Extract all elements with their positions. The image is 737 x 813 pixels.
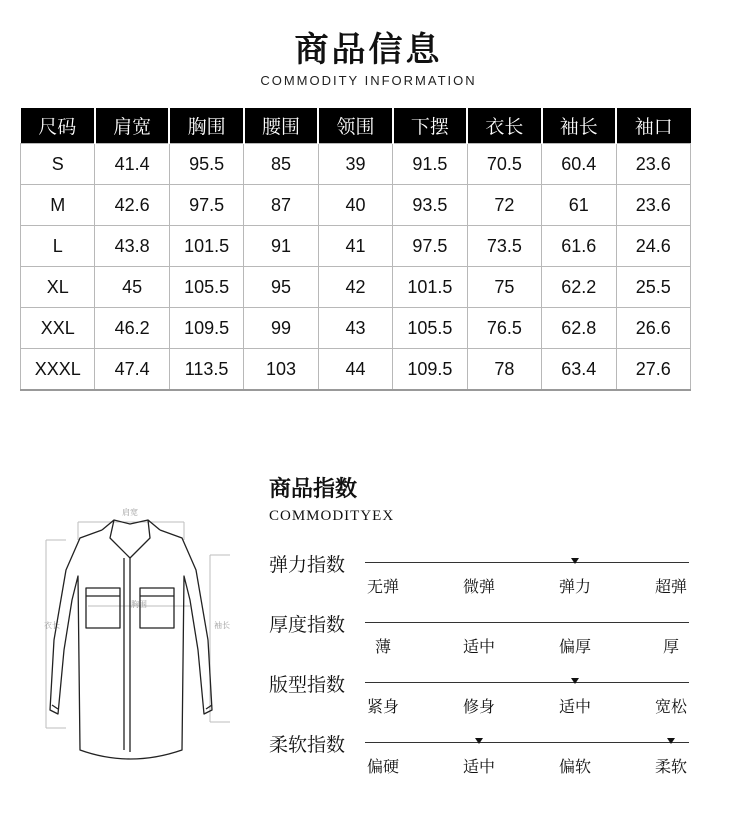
measurement-cell: 23.6 [616, 185, 691, 226]
index-option: 偏软 [558, 757, 591, 776]
measurement-cell: 93.5 [393, 185, 467, 226]
index-row [269, 730, 699, 780]
measurement-cell: 24.6 [616, 226, 691, 267]
measurement-cell: 91 [244, 226, 318, 267]
measurement-cell: 101.5 [169, 226, 243, 267]
column-header: 衣长 [467, 108, 541, 144]
measurement-cell: 63.4 [542, 349, 616, 391]
measurement-cell: 72 [467, 185, 541, 226]
index-option: 超弹 [654, 577, 687, 596]
page-subtitle: COMMODITY INFORMATION [260, 73, 477, 88]
measurement-cell: 26.6 [616, 308, 691, 349]
table-row [21, 349, 691, 391]
index-section-subtitle: COMMODITYEX [269, 508, 395, 524]
table-row [21, 144, 691, 185]
measurement-cell: 39 [318, 144, 392, 185]
measurement-cell: 78 [467, 349, 541, 391]
index-option: 适中 [558, 697, 591, 716]
measurement-cell: 62.8 [542, 308, 616, 349]
measurement-cell: 40 [318, 185, 392, 226]
measurement-cell: 61 [542, 185, 616, 226]
selected-marker-icon [667, 738, 675, 744]
measurement-cell: 85 [244, 144, 318, 185]
measurement-cell: 103 [244, 349, 318, 391]
index-option: 宽松 [654, 697, 687, 716]
measurement-cell: 91.5 [393, 144, 467, 185]
measurement-cell: 61.6 [542, 226, 616, 267]
selected-marker-icon [475, 738, 483, 744]
index-option: 偏硬 [366, 757, 399, 776]
sleeve-label: 袖长 [214, 621, 230, 630]
measurement-cell: 43.8 [95, 226, 169, 267]
index-label: 版型指数 [269, 674, 346, 696]
index-option: 微弹 [462, 577, 495, 596]
index-scale-line [365, 562, 689, 563]
size-cell: XXXL [21, 349, 95, 391]
column-header: 尺码 [21, 108, 95, 144]
measurement-cell: 95 [244, 267, 318, 308]
measurement-cell: 76.5 [467, 308, 541, 349]
table-row [21, 267, 691, 308]
index-label: 柔软指数 [269, 734, 346, 756]
measurement-cell: 62.2 [542, 267, 616, 308]
size-cell: L [21, 226, 95, 267]
index-option: 适中 [462, 637, 495, 656]
measurement-cell: 42 [318, 267, 392, 308]
size-cell: XL [21, 267, 95, 308]
size-cell: S [21, 144, 95, 185]
table-row [21, 185, 691, 226]
column-header: 胸围 [169, 108, 243, 144]
measurement-cell: 109.5 [393, 349, 467, 391]
index-option: 修身 [462, 697, 495, 716]
measurement-cell: 105.5 [393, 308, 467, 349]
measurement-cell: 44 [318, 349, 392, 391]
index-option: 适中 [462, 757, 495, 776]
size-table-header-row [21, 108, 691, 144]
column-header: 领围 [318, 108, 392, 144]
index-option: 厚 [662, 637, 679, 656]
measurement-cell: 43 [318, 308, 392, 349]
index-scale-line [365, 622, 689, 623]
index-option: 偏厚 [558, 637, 591, 656]
measurement-cell: 70.5 [467, 144, 541, 185]
measurement-cell: 41.4 [95, 144, 169, 185]
index-option: 无弹 [366, 577, 399, 596]
measurement-cell: 109.5 [169, 308, 243, 349]
column-header: 袖口 [616, 108, 691, 144]
measurement-cell: 60.4 [542, 144, 616, 185]
measurement-cell: 23.6 [616, 144, 691, 185]
index-scale-line [365, 742, 689, 743]
shoulder-label: 肩宽 [122, 508, 138, 517]
selected-marker-icon [571, 678, 579, 684]
column-header: 下摆 [393, 108, 467, 144]
measurement-cell: 99 [244, 308, 318, 349]
page-title: 商品信息 [294, 30, 443, 70]
index-row [269, 670, 699, 720]
column-header: 腰围 [244, 108, 318, 144]
index-option: 紧身 [366, 697, 399, 716]
measurement-cell: 97.5 [393, 226, 467, 267]
size-cell: XXL [21, 308, 95, 349]
measurement-cell: 101.5 [393, 267, 467, 308]
size-table-body [21, 144, 691, 391]
index-option: 弹力 [558, 577, 591, 596]
measurement-cell: 45 [95, 267, 169, 308]
index-label: 弹力指数 [269, 554, 346, 576]
selected-marker-icon [571, 558, 579, 564]
column-header: 肩宽 [95, 108, 169, 144]
measurement-cell: 105.5 [169, 267, 243, 308]
table-row [21, 308, 691, 349]
measurement-cell: 41 [318, 226, 392, 267]
table-row [21, 226, 691, 267]
index-option: 薄 [374, 637, 391, 656]
measurement-cell: 42.6 [95, 185, 169, 226]
size-table [20, 108, 691, 391]
column-header: 袖长 [542, 108, 616, 144]
measurement-cell: 73.5 [467, 226, 541, 267]
length-label: 衣长 [44, 621, 60, 630]
measurement-cell: 25.5 [616, 267, 691, 308]
index-row [269, 610, 699, 660]
shirt-measurement-diagram [42, 500, 252, 770]
measurement-cell: 75 [467, 267, 541, 308]
index-section-title: 商品指数 [269, 477, 358, 502]
index-option: 柔软 [654, 757, 687, 776]
index-label: 厚度指数 [269, 614, 346, 636]
measurement-cell: 27.6 [616, 349, 691, 391]
measurement-cell: 95.5 [169, 144, 243, 185]
measurement-cell: 47.4 [95, 349, 169, 391]
index-row [269, 550, 699, 600]
size-cell: M [21, 185, 95, 226]
measurement-cell: 46.2 [95, 308, 169, 349]
chest-label: 胸围 [131, 600, 147, 609]
measurement-cell: 97.5 [169, 185, 243, 226]
measurement-cell: 113.5 [169, 349, 243, 391]
index-scale-line [365, 682, 689, 683]
measurement-cell: 87 [244, 185, 318, 226]
